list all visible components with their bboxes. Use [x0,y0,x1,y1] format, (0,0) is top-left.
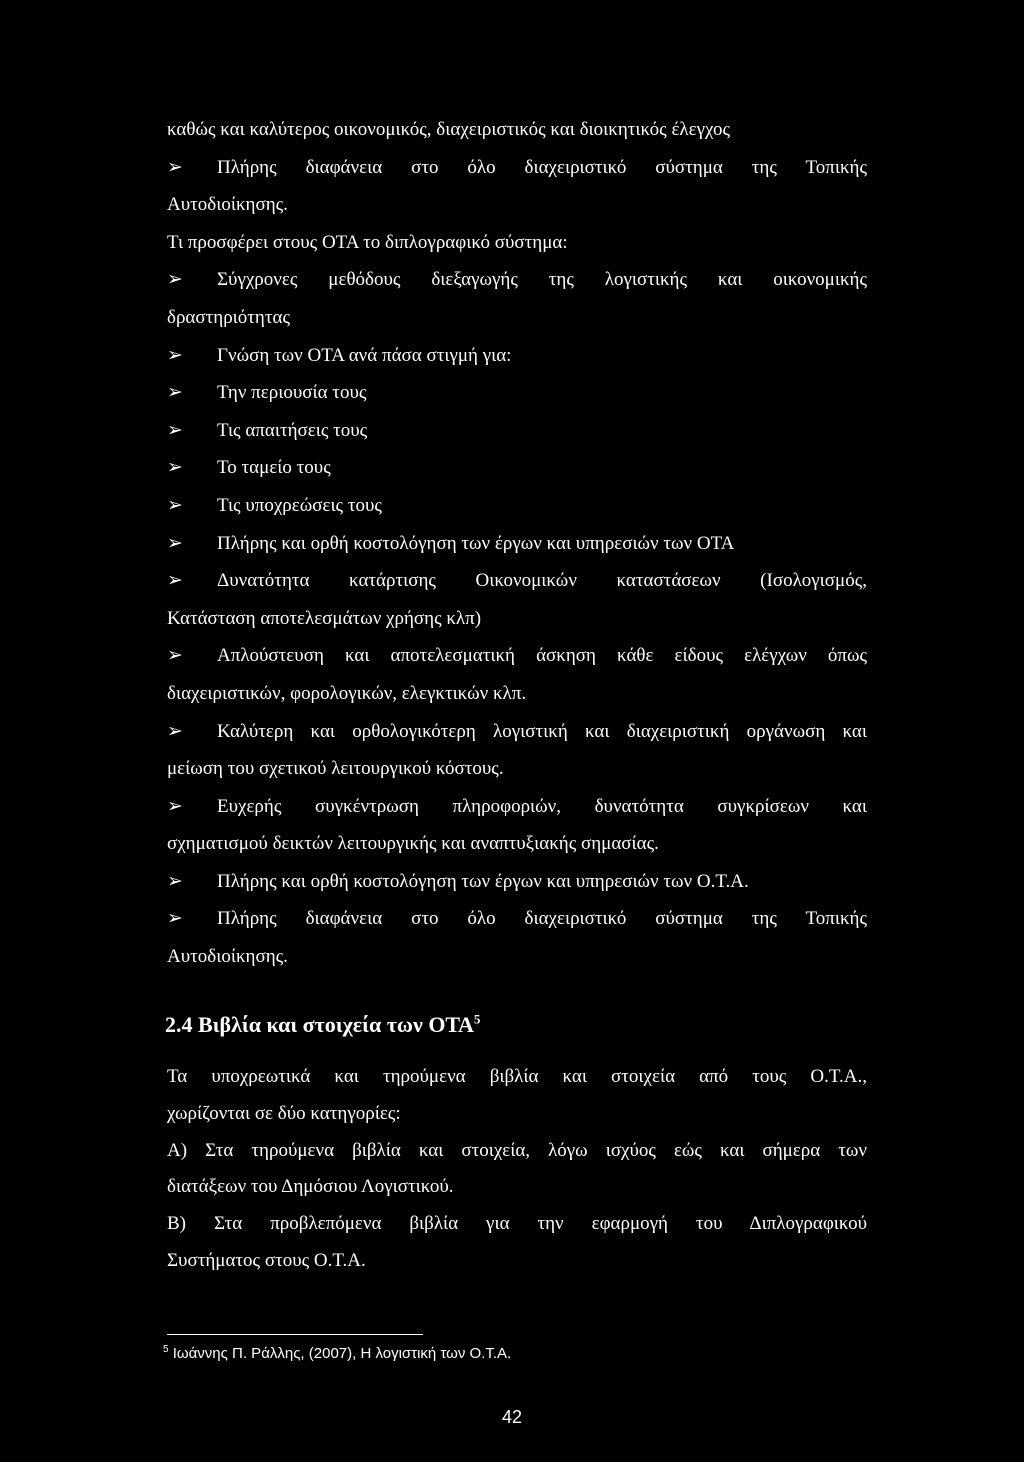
list-item [167,567,867,595]
footnote-separator [167,1334,423,1335]
line-text: Αυτοδιοίκησης. [167,194,288,216]
line-text: Συστήματος στους Ο.Τ.Α. [167,1249,366,1271]
line-text: Τις υποχρεώσεις τους [217,494,382,516]
section-text-line [167,1063,867,1091]
section-body [167,1063,867,1284]
list-item [167,718,867,746]
page-number: 42 [501,1407,523,1427]
arrow-bullet-icon: ➢ [167,720,183,742]
arrow-bullet-icon: ➢ [167,156,183,178]
line-text: Καλύτερη και ορθολογικότερη λογιστική και διαχειριστική οργάνωση και [217,720,867,742]
list-item [167,530,867,558]
line-text: δραστηριότητας [167,306,290,328]
line-text: Πλήρης και ορθή κοστολόγηση των έργων και υπηρεσιών των Ο.Τ.Α. [217,870,749,892]
line-text: Τις απαιτήσεις τους [217,419,368,441]
section-text-line [167,1137,867,1165]
line-text: Απλούστευση και αποτελεσματική άσκηση κάθε είδους ελέγχων όπως [217,645,867,667]
list-item [167,342,867,370]
line-text: χωρίζονται σε δύο κατηγορίες: [167,1102,401,1124]
heading-footnote-mark: 5 [473,1011,481,1027]
list-item [167,417,867,445]
arrow-bullet-icon: ➢ [167,419,183,441]
list-item [167,154,867,182]
section-text-line [167,1100,867,1128]
line-text: καθώς και καλύτερος οικονομικός, διαχειριστικός και διοικητικός έλεγχος [167,119,731,140]
arrow-bullet-icon: ➢ [167,457,183,479]
line-text: Β) Στα προβλεπόμενα βιβλία για την εφαρμογή του Διπλογραφικού [167,1213,867,1235]
arrow-bullet-icon: ➢ [167,645,183,667]
list-item [167,868,867,896]
arrow-bullet-icon: ➢ [167,870,183,892]
list-item [167,266,867,294]
arrow-bullet-icon: ➢ [167,269,183,291]
arrow-bullet-icon: ➢ [167,908,183,930]
line-text: Τι προσφέρει στους ΟΤΑ το διπλογραφικό σύστημα: [167,231,568,253]
text-line [167,191,867,219]
text-line [167,680,867,708]
text-line [167,116,867,144]
line-text: διαχειριστικών, φορολογικών, ελεγκτικών κλπ. [167,682,527,704]
list-item [167,905,867,933]
section-heading [165,1010,480,1040]
arrow-bullet-icon: ➢ [167,494,183,516]
line-text: Δυνατότητα κατάρτισης Οικονομικών καταστάσεων (Ισολογισμός, [217,570,867,592]
line-text: Γνώση των ΟΤΑ ανά πάσα στιγμή για: [217,344,512,366]
section-text-line [167,1247,867,1275]
list-item [167,379,867,407]
line-text: Τα υποχρεωτικά και τηρούμενα βιβλία και στοιχεία από τους Ο.Τ.Α., [167,1066,867,1087]
footnote [163,1344,511,1364]
text-line [167,755,867,783]
section-text-line [167,1210,867,1238]
line-text: Σύγχρονες μεθόδους διεξαγωγής της λογιστικής και οικονομικής [217,269,867,291]
line-text: Α) Στα τηρούμενα βιβλία και στοιχεία, λόγω ισχύος εώς και σήμερα των [167,1139,867,1161]
text-line [167,943,867,971]
list-item [167,642,867,670]
line-text: Πλήρης και ορθή κοστολόγηση των έργων και υπηρεσιών των ΟΤΑ [217,532,735,554]
arrow-bullet-icon: ➢ [167,382,183,404]
list-item [167,793,867,821]
footnote-mark: 5 [163,1344,169,1355]
text-line [167,605,867,633]
bullet-list-body [167,116,867,981]
text-line [167,229,867,257]
line-text: Αυτοδιοίκησης. [167,946,288,968]
line-text: Πλήρης διαφάνεια στο όλο διαχειριστικό σύστημα της Τοπικής [217,908,867,930]
line-text: Την περιουσία τους [217,382,367,404]
line-text: μείωση του σχετικού λειτουργικού κόστους. [167,758,504,780]
line-text: Ευχερής συγκέντρωση πληροφοριών, δυνατότητα συγκρίσεων και [217,795,867,817]
text-line [167,830,867,858]
text-line [167,304,867,332]
section-heading-text: 2.4 Βιβλία και στοιχεία των ΟΤΑ [165,1012,474,1037]
line-text: διατάξεων του Δημόσιου Λογιστικού. [167,1176,454,1198]
footnote-text: Ιωάννης Π. Ράλλης, (2007), Η λογιστική των Ο.Τ.Α. [168,1345,512,1362]
arrow-bullet-icon: ➢ [167,570,183,592]
arrow-bullet-icon: ➢ [167,344,183,366]
arrow-bullet-icon: ➢ [167,532,183,554]
line-text: Το ταμείο τους [217,457,331,479]
section-text-line [167,1173,867,1201]
list-item [167,492,867,520]
line-text: σχηματισμού δεικτών λειτουργικής και αναπτυξιακής σημασίας. [167,833,659,855]
line-text: Πλήρης διαφάνεια στο όλο διαχειριστικό σύστημα της Τοπικής [217,156,867,178]
list-item [167,454,867,482]
line-text: Κατάσταση αποτελεσμάτων χρήσης κλπ) [167,607,482,629]
arrow-bullet-icon: ➢ [167,795,183,817]
